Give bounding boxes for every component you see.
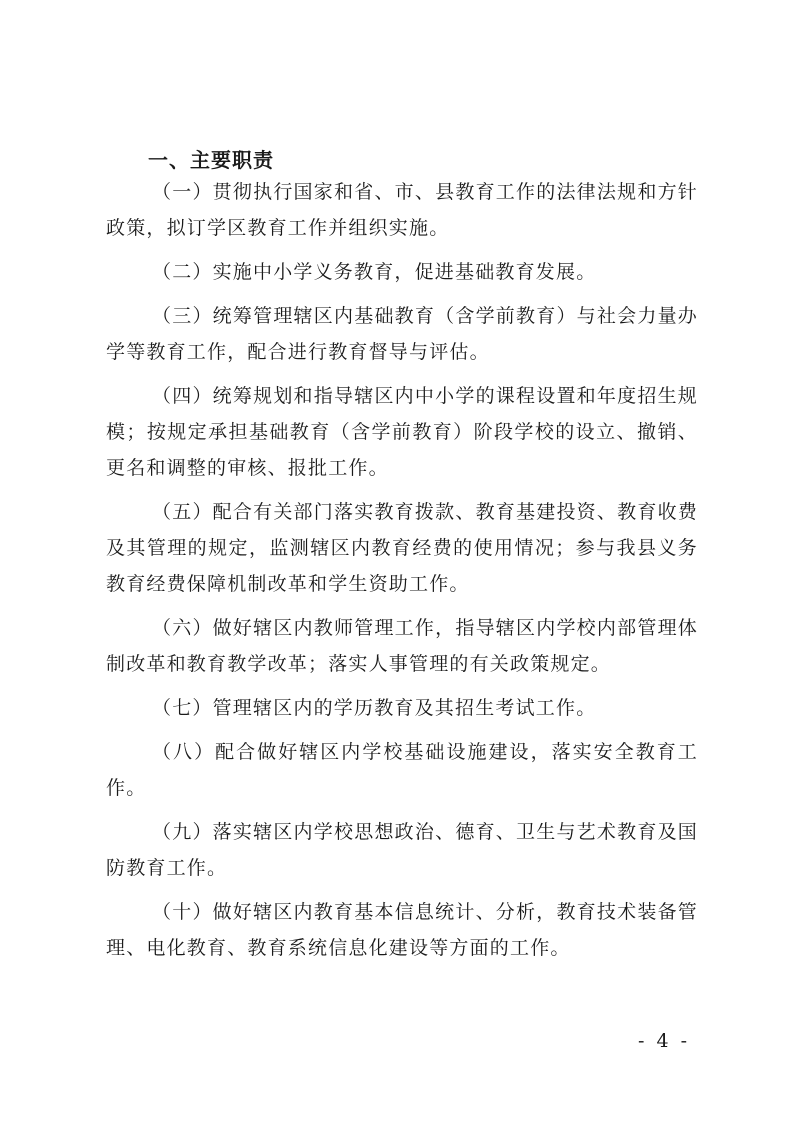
duty-item-10: （十）做好辖区内教育基本信息统计、分析，教育技术装备管理、电化教育、教育系统信息化建设等方面的工作。	[106, 901, 698, 959]
duty-item-9: （九）落实辖区内学校思想政治、德育、卫生与艺术教育及国防教育工作。	[106, 821, 698, 879]
duty-item-4: （四）统筹规划和指导辖区内中小学的课程设置和年度招生规模；按规定承担基础教育（含学前教育）阶段学校的设立、撤销、更名和调整的审核、报批工作。	[106, 385, 698, 479]
duties-list	[106, 174, 698, 974]
duty-item-1: （一）贯彻执行国家和省、市、县教育工作的法律法规和方针政策，拟订学区教育工作并组织实施。	[106, 181, 698, 239]
page-number: - 4 -	[638, 1030, 691, 1052]
duty-item-2: （二）实施中小学义务教育，促进基础教育发展。	[152, 261, 597, 283]
duty-item-3: （三）统筹管理辖区内基础教育（含学前教育）与社会力量办学等教育工作，配合进行教育督导与评估。	[106, 305, 698, 363]
duty-item-8: （八）配合做好辖区内学校基础设施建设，落实安全教育工作。	[106, 741, 698, 799]
section-heading: 一、主要职责	[148, 148, 274, 172]
duty-item-6: （六）做好辖区内教师管理工作，指导辖区内学校内部管理体制改革和教育教学改革；落实人事管理的有关政策规定。	[106, 617, 698, 675]
duty-item-7: （七）管理辖区内的学历教育及其招生考试工作。	[152, 697, 597, 719]
duty-item-5: （五）配合有关部门落实教育拨款、教育基建投资、教育收费及其管理的规定，监测辖区内教育经费的使用情况；参与我县义务教育经费保障机制改革和学生资助工作。	[106, 501, 698, 595]
